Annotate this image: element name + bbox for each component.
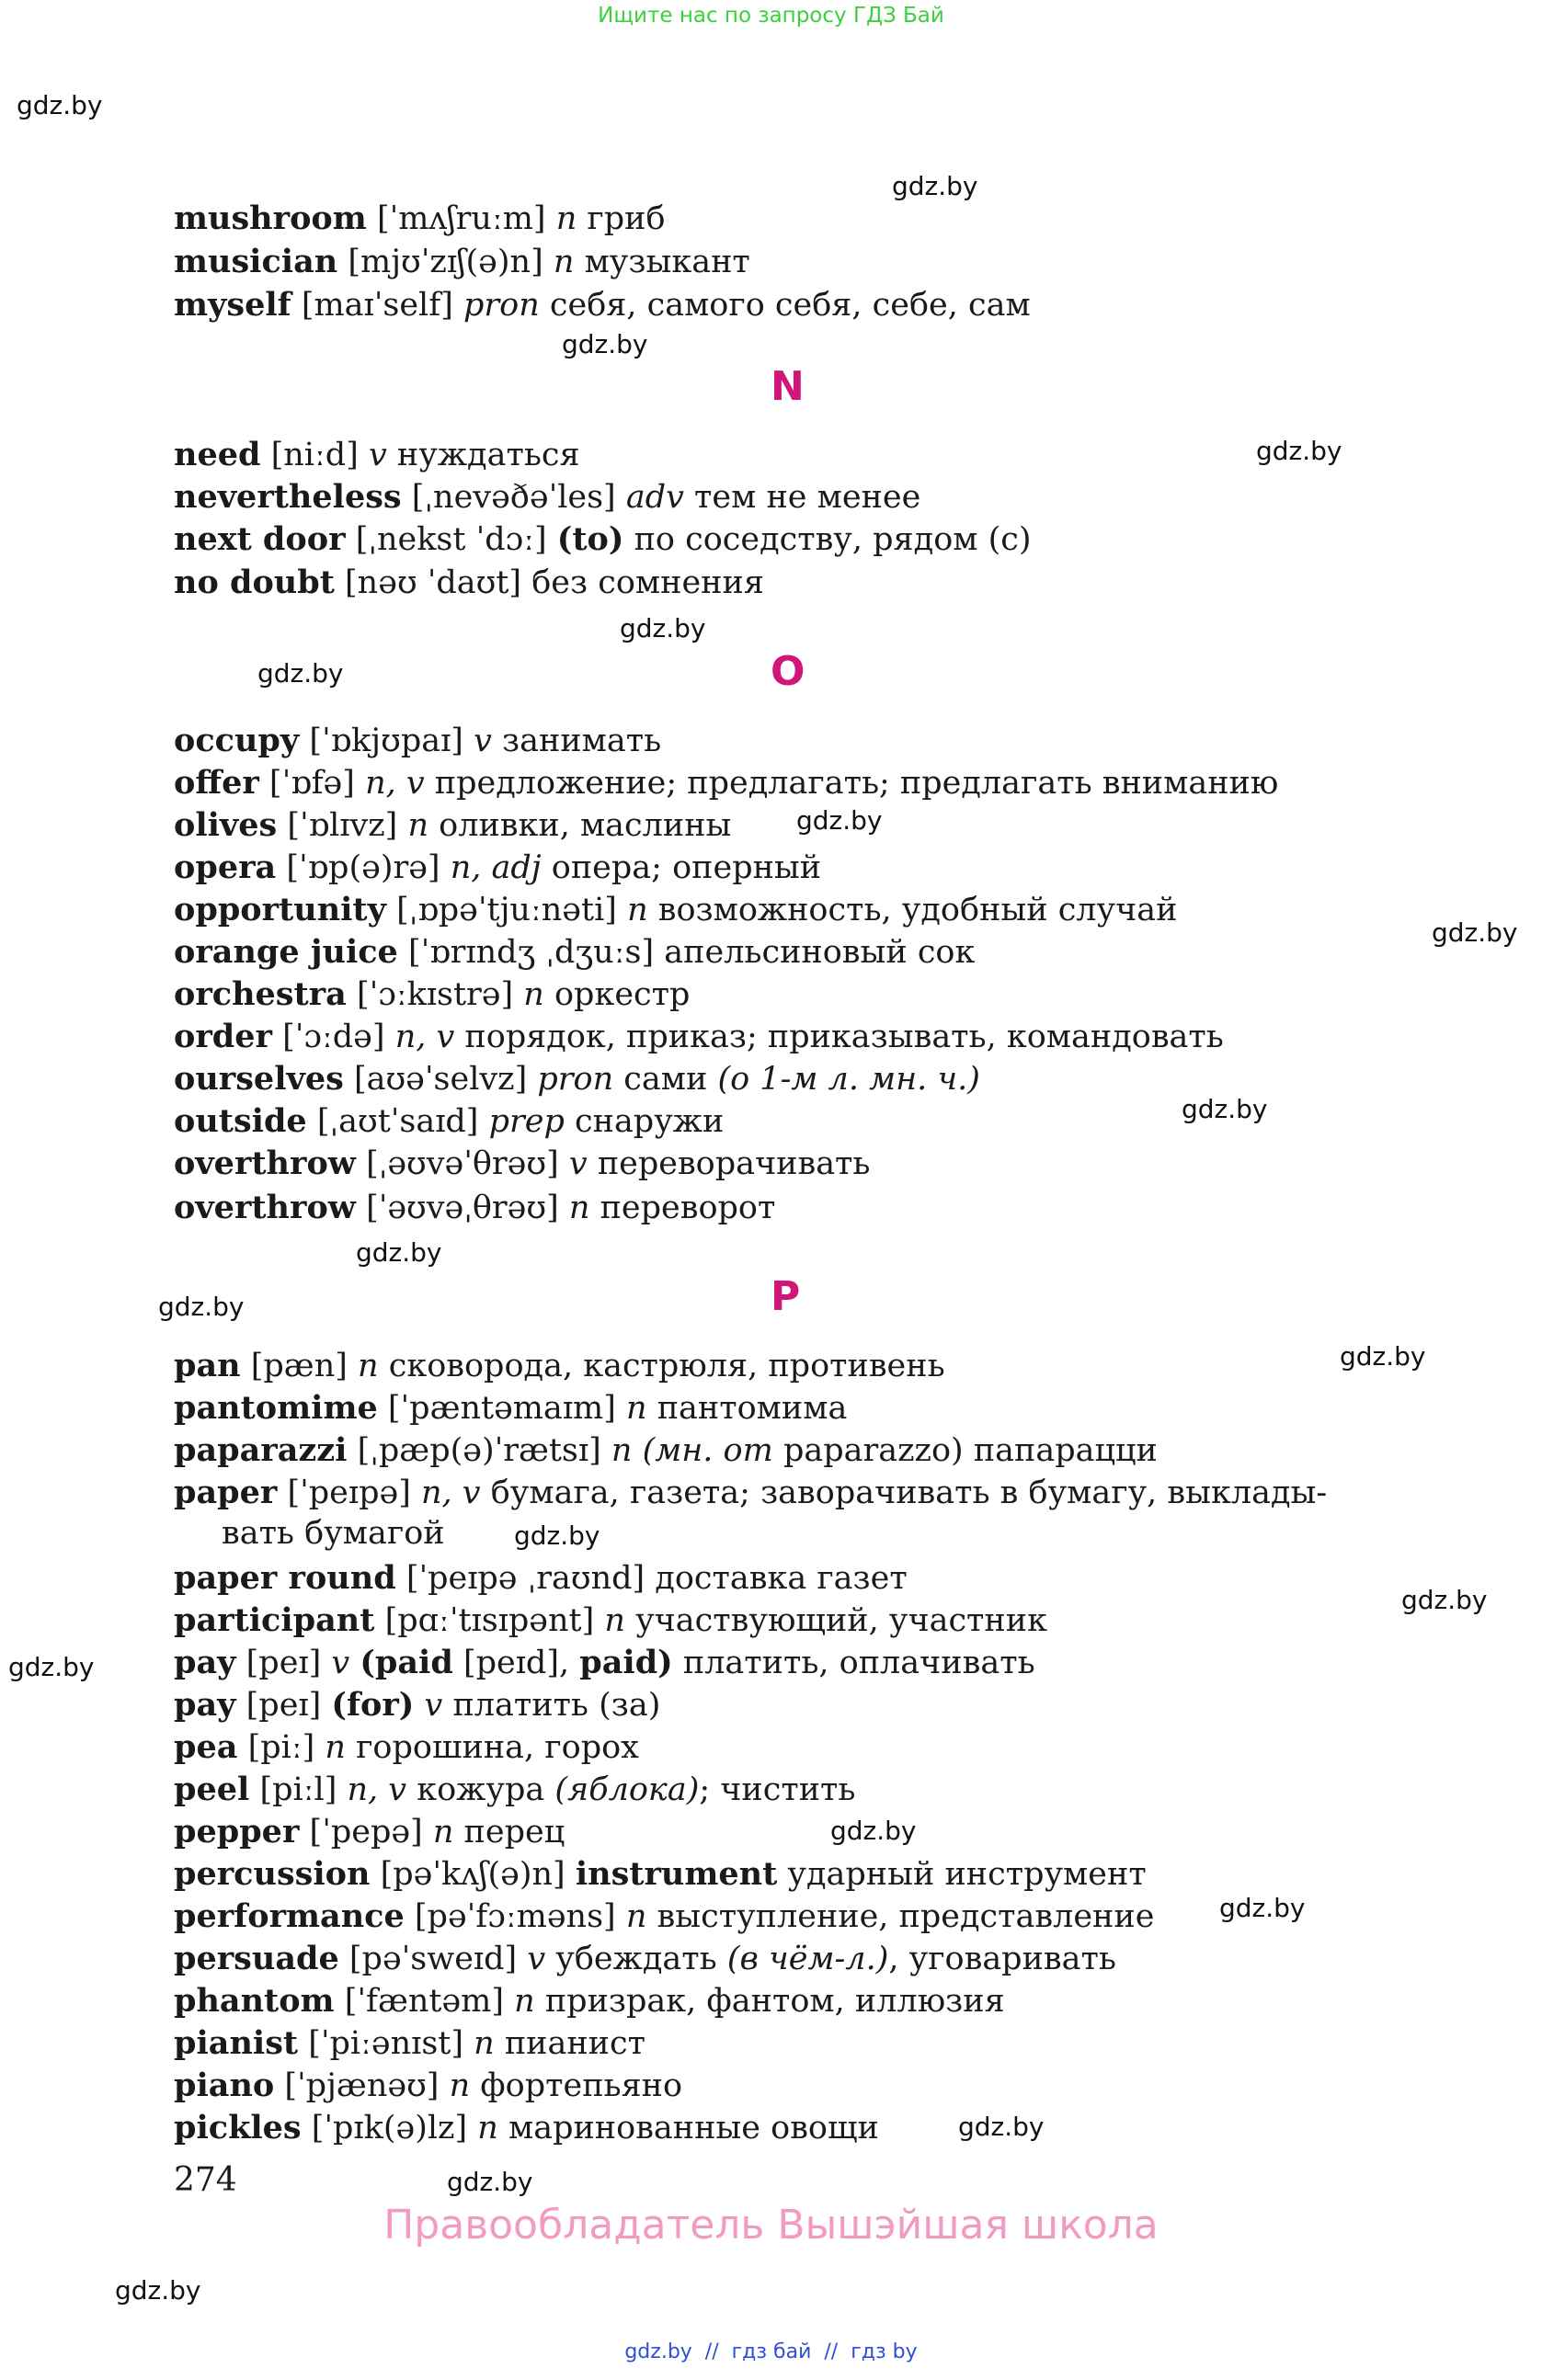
entry-occupy [174, 720, 661, 762]
entry-order [174, 1016, 1224, 1058]
definition: участвующий, участник [635, 1602, 1047, 1639]
definition: снаружи [575, 1103, 725, 1140]
transcription: [pəˈfɔːməns] [414, 1898, 616, 1935]
preposition: (for) [331, 1686, 415, 1724]
top-banner: Ищите нас по запросу ГДЗ Бай [598, 4, 944, 28]
entry-need [174, 434, 580, 476]
headword: persuade [174, 1940, 339, 1977]
definition: себя, самого себя, себе, сам [549, 287, 1031, 324]
part-of-speech: n [627, 892, 648, 928]
entry-piano [174, 2065, 682, 2107]
entry-paper-round [174, 1557, 908, 1600]
headword: performance [174, 1897, 405, 1935]
entry-pepper [174, 1811, 565, 1853]
transcription: [ˌaʊtˈsaɪd] [316, 1103, 479, 1140]
definition: тем не менее [694, 479, 921, 516]
headword: peel [174, 1771, 250, 1808]
watermark: gdz.by [796, 805, 883, 836]
headword: pantomime [174, 1389, 378, 1427]
transcription: [ˈəʊvəˌθrəʊ] [366, 1190, 559, 1226]
definition: горошина, горох [356, 1729, 639, 1766]
entry-overthrow-noun [174, 1187, 775, 1229]
watermark: gdz.by [17, 90, 103, 120]
watermark: gdz.by [562, 329, 648, 359]
transcription: [ˈpæntəmaɪm] [387, 1390, 616, 1427]
watermark: gdz.by [892, 171, 978, 201]
part-of-speech: pron [463, 287, 540, 324]
watermark: gdz.by [620, 613, 706, 643]
definition: апельсиновый сок [664, 934, 976, 971]
transcription: [ˈpiːənɪst] [308, 2025, 463, 2062]
headword: pay [174, 1686, 236, 1724]
transcription: [ˈɔːkɪstrə] [356, 976, 514, 1013]
part-of-speech: n [568, 1190, 590, 1226]
headword: orchestra [174, 975, 347, 1013]
definition: доставка газет [655, 1560, 908, 1597]
headword: no doubt [174, 564, 335, 601]
definition: без сомнения [531, 564, 764, 601]
entry-next-door [174, 518, 1032, 561]
definition: пианист [504, 2025, 645, 2062]
transcription: [ˈɒfə] [268, 765, 355, 802]
headword: need [174, 436, 261, 473]
definition: по соседству, рядом (с) [634, 521, 1032, 558]
part-of-speech: n [626, 1390, 647, 1427]
part-of-speech: n [604, 1602, 625, 1639]
entry-persuade [174, 1938, 1116, 1980]
definition: опера; оперный [551, 849, 822, 886]
headword: percussion [174, 1855, 371, 1893]
part-of-speech: n, adj [450, 849, 542, 886]
watermark: gdz.by [356, 1237, 442, 1268]
watermark: gdz.by [115, 2275, 201, 2306]
headword: pan [174, 1347, 241, 1384]
entry-outside [174, 1100, 724, 1143]
transcription: [maɪˈself] [301, 287, 453, 324]
entry-no-doubt [174, 562, 764, 604]
watermark: gdz.by [1219, 1893, 1306, 1923]
headword: overthrow [174, 1144, 356, 1182]
watermark: gdz.by [1432, 917, 1518, 948]
definition: переворот [600, 1190, 776, 1226]
part-of-speech: n [474, 2025, 495, 2062]
definition: убеждать [555, 1941, 717, 1977]
transcription: [nəʊ ˈdaʊt] [345, 564, 522, 601]
transcription: [pəˈkʌʃ(ə)n] [380, 1856, 565, 1893]
entry-pay-for [174, 1684, 660, 1726]
headword: mushroom [174, 199, 367, 237]
headword: next door [174, 520, 346, 558]
entry-mushroom [174, 198, 666, 240]
watermark: gdz.by [447, 2167, 533, 2197]
transcription: [ˈpjænəʊ] [284, 2067, 440, 2104]
headword: pepper [174, 1813, 300, 1850]
transcription: [ˈpeɪpə] [287, 1475, 411, 1511]
transcription: [pɑːˈtɪsɪpənt] [384, 1602, 595, 1639]
headword: paparazzi [174, 1431, 348, 1469]
part-of-speech: n [514, 1983, 535, 2020]
part-of-speech: n [407, 807, 429, 844]
entry-overthrow-verb [174, 1143, 870, 1185]
headword: nevertheless [174, 478, 402, 516]
part-of-speech: adv [625, 479, 684, 516]
watermark: gdz.by [514, 1520, 600, 1551]
part-of-speech: v [424, 1687, 443, 1724]
watermark: gdz.by [1340, 1341, 1426, 1372]
entry-orchestra [174, 974, 690, 1016]
transcription: [peɪ] [246, 1687, 322, 1724]
definition: нуждаться [396, 437, 580, 473]
entry-pea [174, 1726, 639, 1769]
part-of-speech: n [553, 244, 575, 280]
entry-pay-paid [174, 1642, 1035, 1684]
usage-note: (мн. от [642, 1432, 773, 1469]
transcription: [pæn] [250, 1348, 348, 1384]
headword: phantom [174, 1982, 335, 2020]
headword: order [174, 1018, 272, 1055]
transcription: [piːl] [259, 1771, 337, 1808]
verb-form: (paid [360, 1644, 453, 1681]
usage-note: (яблока) [554, 1771, 700, 1808]
preposition: (to) [556, 520, 624, 558]
definition: ; чистить [699, 1771, 856, 1808]
definition: предложение; предлагать; предлагать вниманию [434, 765, 1279, 802]
headword: instrument [575, 1855, 778, 1893]
singular-form: paparazzo) [782, 1432, 964, 1469]
transcription: [ˈɔːdə] [282, 1019, 385, 1055]
part-of-speech: v [527, 1941, 546, 1977]
transcription: [peɪd], [463, 1645, 570, 1681]
page-number: 274 [174, 2161, 237, 2199]
entry-pianist [174, 2022, 645, 2065]
definition: платить, оплачивать [682, 1645, 1035, 1681]
transcription: [piː] [247, 1729, 315, 1766]
part-of-speech: n [358, 1348, 379, 1384]
definition: кожура [417, 1771, 545, 1808]
part-of-speech: n [449, 2067, 471, 2104]
watermark: gdz.by [257, 658, 344, 689]
part-of-speech: n [325, 1729, 346, 1766]
section-letter-p: P [771, 1273, 801, 1320]
entry-olives [174, 804, 731, 847]
part-of-speech: n [523, 976, 544, 1013]
part-of-speech: v [568, 1145, 588, 1182]
part-of-speech: n [555, 200, 577, 237]
watermark: gdz.by [958, 2112, 1045, 2142]
watermark: gdz.by [1256, 436, 1342, 466]
transcription: [ˌəʊvəˈθrəʊ] [366, 1145, 559, 1182]
headword: pea [174, 1728, 238, 1766]
watermark: gdz.by [830, 1816, 917, 1846]
definition: оливки, маслины [439, 807, 732, 844]
headword: musician [174, 243, 338, 280]
entry-opera [174, 847, 821, 889]
transcription: [ˈɒrɪndʒ ˌdʒuːs] [407, 934, 655, 971]
definition: порядок, приказ; приказывать, командовать [464, 1019, 1224, 1055]
entry-musician [174, 241, 750, 283]
entry-paparazzi [174, 1429, 1158, 1472]
transcription: [ˈpeɪpə ˌraʊnd] [405, 1560, 645, 1597]
section-letter-n: N [771, 363, 805, 410]
entry-pan [174, 1345, 945, 1387]
definition: сковорода, кастрюля, противень [388, 1348, 945, 1384]
transcription: [niːd] [270, 437, 359, 473]
transcription: [ˈpɪk(ə)lz] [311, 2110, 468, 2147]
headword: pay [174, 1644, 236, 1681]
part-of-speech: prep [488, 1103, 565, 1140]
usage-note: (о 1-м л. мн. ч.) [717, 1061, 980, 1098]
headword: pickles [174, 2109, 302, 2147]
transcription: [mjʊˈzɪʃ(ə)n] [348, 244, 543, 280]
part-of-speech: pron [537, 1061, 614, 1098]
definition: платить (за) [452, 1687, 661, 1724]
entry-offer [174, 762, 1278, 804]
headword: myself [174, 286, 291, 324]
headword: pianist [174, 2024, 299, 2062]
definition: музыкант [584, 244, 750, 280]
definition: переворачивать [597, 1145, 871, 1182]
headword: paper [174, 1474, 278, 1511]
entry-pantomime [174, 1387, 847, 1429]
transcription: [ˈɒkjʊpaɪ] [309, 723, 463, 759]
entry-myself [174, 284, 1031, 326]
part-of-speech: n [477, 2110, 498, 2147]
transcription: [aʊəˈselvz] [353, 1061, 528, 1098]
headword: olives [174, 806, 278, 844]
transcription: [ˈpepə] [309, 1814, 423, 1850]
definition: папарацци [973, 1432, 1158, 1469]
definition: призрак, фантом, иллюзия [544, 1983, 1005, 2020]
usage-note: (в чём-л.) [726, 1941, 889, 1977]
entry-ourselves [174, 1058, 980, 1100]
transcription: [ˈɒlɪvz] [287, 807, 398, 844]
transcription: [peɪ] [246, 1645, 322, 1681]
headword: paper round [174, 1559, 396, 1597]
headword: offer [174, 764, 259, 802]
transcription: [ˈmʌʃruːm] [376, 200, 546, 237]
transcription: [ˈɒp(ə)rə] [286, 849, 440, 886]
part-of-speech: n, v [347, 1771, 407, 1808]
watermark: gdz.by [1401, 1585, 1488, 1615]
transcription: [ˌpæp(ə)ˈrætsɪ] [357, 1432, 601, 1469]
section-letter-o: O [771, 648, 805, 695]
entry-percussion-instrument [174, 1853, 1147, 1896]
definition: перец [463, 1814, 565, 1850]
definition: бумага, газета; заворачивать в бумагу, выклады- [490, 1475, 1328, 1511]
part-of-speech: n, v [421, 1475, 481, 1511]
watermark: gdz.by [1182, 1094, 1268, 1124]
entry-opportunity [174, 889, 1177, 931]
definition-continuation: вать бумагой [222, 1515, 445, 1552]
definition: ударный инструмент [787, 1856, 1147, 1893]
transcription: [ˌɒpəˈtjuːnəti] [396, 892, 617, 928]
part-of-speech: v [369, 437, 387, 473]
headword: piano [174, 2067, 275, 2104]
transcription: [pəˈsweɪd] [348, 1941, 518, 1977]
part-of-speech: n [432, 1814, 454, 1850]
headword: ourselves [174, 1060, 344, 1098]
part-of-speech: n [611, 1432, 633, 1469]
verb-form: paid) [579, 1644, 673, 1681]
part-of-speech: v [474, 723, 492, 759]
definition: фортепьяно [480, 2067, 683, 2104]
footer-links[interactable]: gdz.by // гдз бай // гдз by [624, 2340, 918, 2363]
definition: возможность, удобный случай [657, 892, 1178, 928]
definition: маринованные овощи [508, 2110, 879, 2147]
definition: оркестр [554, 976, 691, 1013]
headword: opera [174, 848, 277, 886]
transcription: [ˌnevəðəˈles] [411, 479, 616, 516]
copyright-notice: Правообладатель Вышэйшая школа [383, 2202, 1159, 2249]
watermark: gdz.by [158, 1292, 245, 1322]
entry-performance [174, 1896, 1154, 1938]
transcription: [ˌnekst ˈdɔː] [355, 521, 547, 558]
entry-pickles [174, 2107, 879, 2149]
part-of-speech: n [625, 1898, 647, 1935]
entry-participant [174, 1600, 1047, 1642]
headword: orange juice [174, 933, 398, 971]
headword: opportunity [174, 891, 386, 928]
part-of-speech: n, v [394, 1019, 455, 1055]
entry-orange-juice [174, 931, 975, 974]
headword: outside [174, 1102, 307, 1140]
entry-peel [174, 1769, 855, 1811]
transcription: [ˈfæntəm] [344, 1983, 505, 2020]
headword: overthrow [174, 1189, 356, 1226]
definition: сами [623, 1061, 708, 1098]
definition: занимать [502, 723, 662, 759]
definition: , уговаривать [888, 1941, 1116, 1977]
entry-nevertheless [174, 476, 920, 518]
entry-phantom [174, 1980, 1005, 2022]
headword: occupy [174, 722, 300, 759]
part-of-speech: n, v [365, 765, 425, 802]
part-of-speech: v [331, 1645, 350, 1681]
headword: participant [174, 1601, 375, 1639]
definition: выступление, представление [657, 1898, 1155, 1935]
entry-paper [174, 1472, 1327, 1514]
definition: пантомима [657, 1390, 848, 1427]
watermark: gdz.by [8, 1652, 95, 1682]
definition: гриб [587, 200, 666, 237]
